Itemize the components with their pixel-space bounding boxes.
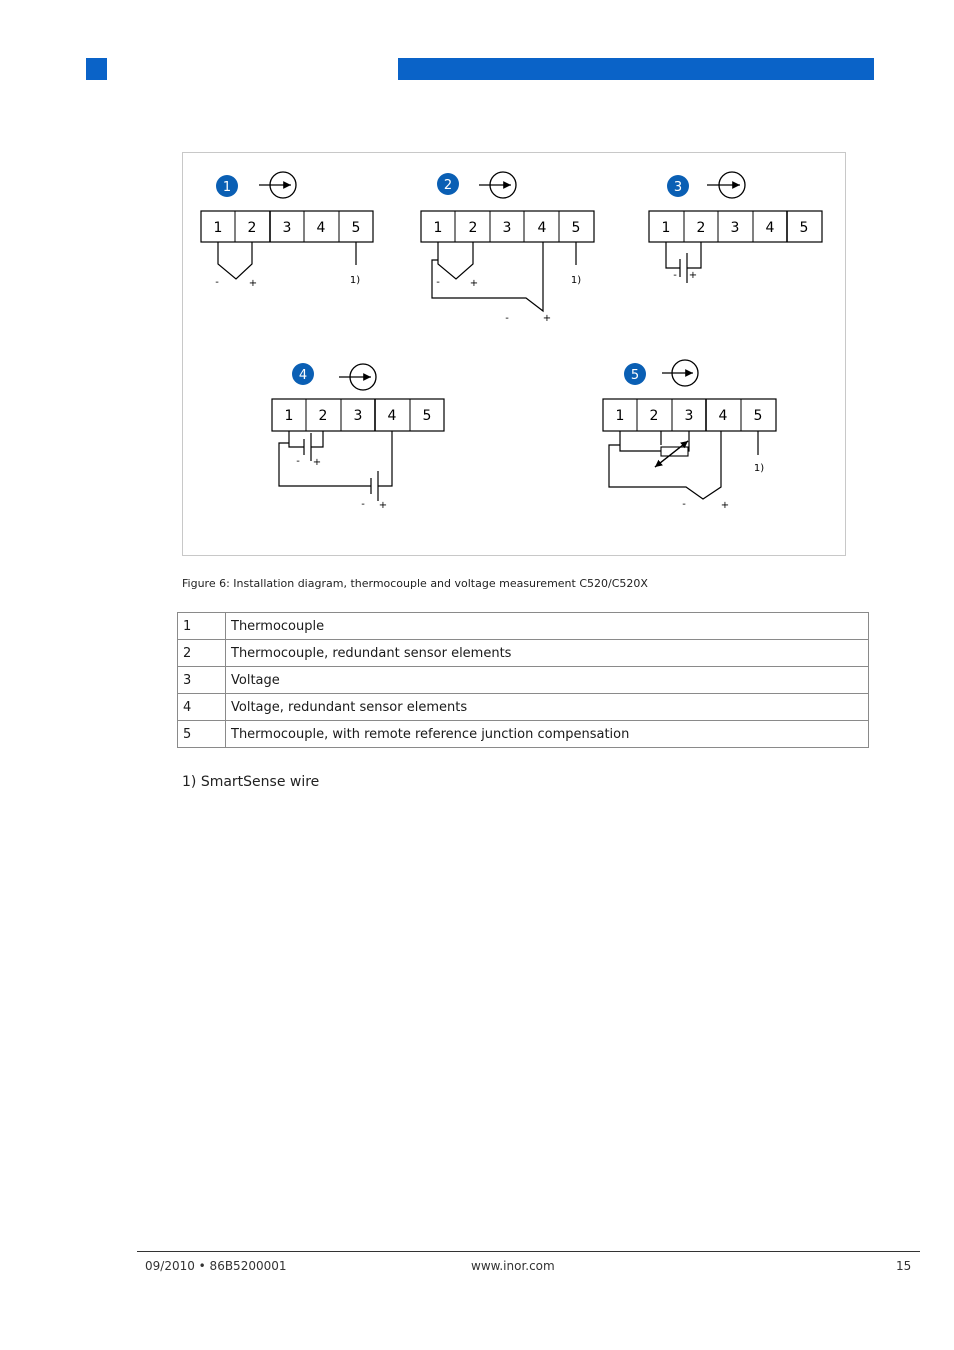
polarity-minus: - [673, 270, 677, 281]
terminal-3: 3 [502, 220, 512, 236]
terminal-3: 3 [282, 220, 292, 236]
terminal-1: 1 [284, 408, 294, 424]
terminal-3: 3 [684, 408, 694, 424]
terminal-2: 2 [696, 220, 706, 236]
terminal-block [603, 399, 776, 431]
diagram-5 [603, 360, 776, 511]
badge-4-label: 4 [298, 368, 308, 383]
table-row [178, 640, 869, 667]
figure-caption: Figure 6: Installation diagram, thermocouple and voltage measurement C520/C520X [182, 577, 648, 590]
polarity-minus: - [215, 277, 219, 288]
current-source-icon [339, 364, 376, 390]
terminal-1: 1 [615, 408, 625, 424]
terminal-block [421, 211, 594, 242]
terminal-block [272, 399, 444, 431]
diagram-2 [421, 172, 594, 324]
installation-diagram [182, 152, 846, 556]
current-source-icon [707, 172, 745, 198]
badge-5-label: 5 [630, 368, 640, 383]
footer-date-docnumber: 09/2010 • 86B5200001 [145, 1259, 287, 1273]
row-number: 1 [178, 613, 226, 640]
row-description: Thermocouple [226, 613, 869, 640]
terminal-4: 4 [316, 220, 326, 236]
terminal-5: 5 [351, 220, 361, 236]
row-number: 3 [178, 667, 226, 694]
terminal-5: 5 [422, 408, 432, 424]
polarity-plus: + [248, 278, 258, 289]
diagram-1 [201, 172, 373, 289]
terminal-3: 3 [353, 408, 363, 424]
terminal-4: 4 [537, 220, 547, 236]
header-accent-square [86, 58, 107, 80]
terminal-block [649, 211, 822, 242]
row-description: Thermocouple, with remote reference junction compensation [226, 721, 869, 748]
thermocouple-wire-redundant [432, 242, 543, 311]
current-source-icon [662, 360, 698, 386]
terminal-4: 4 [765, 220, 775, 236]
page-number: 15 [896, 1259, 912, 1273]
badge-2-label: 2 [443, 178, 453, 193]
table-row [178, 721, 869, 748]
header-accent-bar [398, 58, 874, 80]
row-number: 4 [178, 694, 226, 721]
terminal-5: 5 [799, 220, 809, 236]
terminal-5: 5 [571, 220, 581, 236]
footnote-marker: 1) [349, 275, 361, 286]
rtd-reference-sensor [620, 431, 689, 467]
terminal-2: 2 [468, 220, 478, 236]
row-number: 2 [178, 640, 226, 667]
row-description: Voltage [226, 667, 869, 694]
table-row [178, 613, 869, 640]
polarity-plus-2: + [542, 313, 552, 324]
table-row [178, 694, 869, 721]
polarity-plus: + [720, 500, 730, 511]
polarity-minus: - [436, 277, 440, 288]
terminal-1: 1 [213, 220, 223, 236]
legend-table [177, 612, 869, 748]
footer-website: www.inor.com [471, 1259, 555, 1273]
thermocouple-wire-primary [438, 242, 473, 279]
current-source-icon [479, 172, 516, 198]
polarity-plus: + [312, 457, 322, 468]
row-description: Voltage, redundant sensor elements [226, 694, 869, 721]
row-description: Thermocouple, redundant sensor elements [226, 640, 869, 667]
wiring-diagrams-svg [183, 153, 847, 557]
terminal-5: 5 [753, 408, 763, 424]
diagram-3 [649, 172, 822, 283]
current-source-icon [259, 172, 296, 198]
terminal-2: 2 [318, 408, 328, 424]
thermocouple-wire [218, 242, 252, 279]
polarity-minus: - [296, 456, 300, 467]
row-number: 5 [178, 721, 226, 748]
footer-divider [137, 1251, 920, 1252]
diagram-4 [272, 363, 444, 511]
terminal-2: 2 [247, 220, 257, 236]
terminal-3: 3 [730, 220, 740, 236]
terminal-1: 1 [661, 220, 671, 236]
polarity-plus: + [688, 270, 698, 281]
terminal-4: 4 [718, 408, 728, 424]
polarity-minus: - [682, 499, 686, 510]
polarity-minus-2: - [505, 313, 509, 324]
terminal-block [201, 211, 373, 242]
footnote-marker: 1) [570, 275, 582, 286]
thermocouple-wire [609, 431, 721, 499]
footnote-marker: 1) [753, 463, 765, 474]
polarity-minus-2: - [361, 499, 365, 510]
polarity-plus: + [469, 278, 479, 289]
polarity-plus-2: + [378, 500, 388, 511]
badge-3-label: 3 [673, 180, 683, 195]
smartsense-footnote: 1) SmartSense wire [182, 774, 320, 790]
terminal-1: 1 [433, 220, 443, 236]
terminal-2: 2 [649, 408, 659, 424]
terminal-4: 4 [387, 408, 397, 424]
table-row [178, 667, 869, 694]
badge-1-label: 1 [222, 180, 232, 195]
